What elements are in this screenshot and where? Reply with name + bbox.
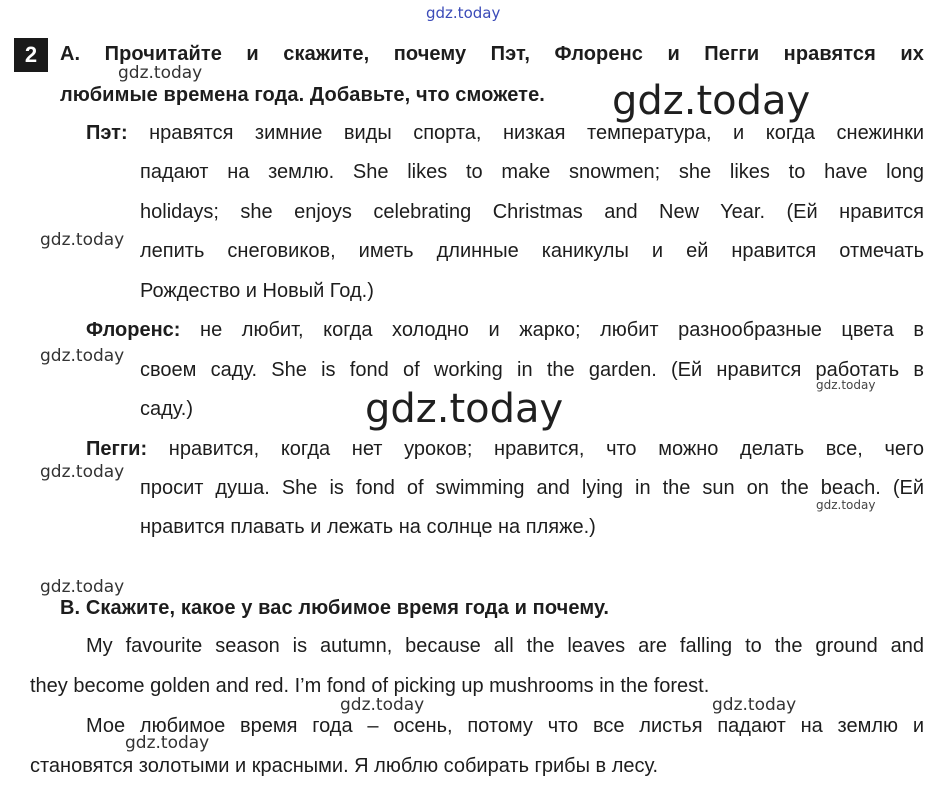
watermark-top: gdz.today (426, 4, 501, 22)
pat-name: Пэт: (86, 122, 128, 144)
watermark-6: gdz.today (340, 695, 425, 715)
pat-text-1: нравятся зимние виды спорта, низкая температура, и когда снежинки (149, 122, 924, 144)
watermark-5: gdz.today (40, 577, 125, 597)
watermark-2: gdz.today (40, 230, 125, 250)
part-a-heading-line2: любимые времена года. Добавьте, что сможете. (60, 84, 545, 106)
pat-line2: падают на землю. She likes to make snowmen; she likes to have long (140, 161, 924, 183)
watermark-tiny-2: gdz.today (816, 498, 876, 512)
watermark-8: gdz.today (125, 733, 210, 753)
part-b-en-line2: they become golden and red. I’m fond of picking up mushrooms in the forest. (30, 675, 710, 697)
watermark-3: gdz.today (40, 346, 125, 366)
pat-line3: holidays; she enjoys celebrating Christmas and New Year. (Ей нравится (140, 201, 924, 223)
peggy-line2: просит душа. She is fond of swimming and lying in the sun on the beach. (Ей (140, 477, 924, 499)
watermark-4: gdz.today (40, 462, 125, 482)
florence-line1 (86, 310, 924, 350)
florence-line2: своем саду. She is fond of working in the garden. (Ей нравится работать в (140, 359, 924, 381)
florence-text-1: не любит, когда холодно и жарко; любит разнообразные цвета в (200, 319, 924, 341)
watermark-tiny-1: gdz.today (816, 378, 876, 392)
part-a-heading-line1: A. Прочитайте и скажите, почему Пэт, Флоренс и Пегги нравятся их (60, 43, 924, 65)
watermark-7: gdz.today (712, 695, 797, 715)
watermark-big-1: gdz.today (612, 78, 811, 124)
part-b-heading: B. Скажите, какое у вас любимое время года и почему. (60, 597, 610, 619)
part-b-ru-line1: Мое любимое время года – осень, потому что все листья падают на землю и (86, 715, 924, 737)
peggy-text-1: нравится, когда нет уроков; нравится, что можно делать все, чего (168, 438, 925, 460)
pat-line4: лепить снеговиков, иметь длинные каникулы и ей нравится отмечать (140, 240, 924, 262)
part-b-ru-line2: становятся золотыми и красными. Я люблю собирать грибы в лесу. (30, 755, 659, 777)
peggy-line3: нравится плавать и лежать на солнце на пляже.) (140, 516, 596, 538)
watermark-big-2: gdz.today (365, 386, 564, 432)
peggy-name: Пегги: (86, 438, 148, 460)
task-number-badge: 2 (14, 38, 48, 72)
florence-line3: саду.) (140, 398, 194, 420)
part-b-en-line1: My favourite season is autumn, because all the leaves are falling to the ground and (86, 635, 924, 657)
pat-line5: Рождество и Новый Год.) (140, 280, 374, 302)
florence-name: Флоренс: (86, 319, 181, 341)
watermark-1: gdz.today (118, 63, 203, 83)
peggy-line1 (86, 429, 924, 469)
